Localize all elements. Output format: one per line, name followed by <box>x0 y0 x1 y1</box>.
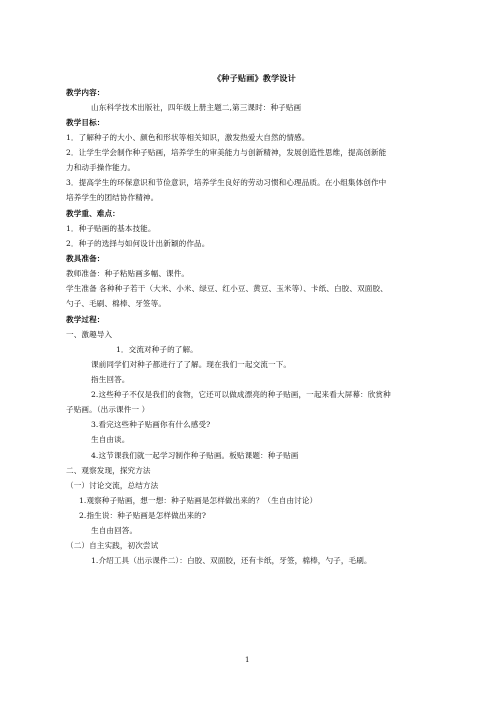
process-heading: 教学过程： <box>66 315 105 324</box>
process-line: 子贴画。（出示课件一 ） <box>66 405 150 414</box>
process-line: 2.指生说：种子贴画是怎样做出来的? <box>79 511 207 520</box>
process-line: 1．交流对种子的了解。 <box>116 345 198 354</box>
process-line: 一、激趣导入 <box>66 330 113 339</box>
process-line: 生自由回答。 <box>91 526 138 535</box>
document-title: 《种子贴画》教学设计 <box>213 73 296 83</box>
key-line: 2．种子的选择与如何设计出新颖的作品。 <box>66 239 210 248</box>
process-line: （二）自主实践，初次尝试 <box>66 541 159 550</box>
process-line: 课前同学们对种子都进行了了解。现在我们一起交流一下。 <box>91 360 292 369</box>
key-heading: 教学重、难点： <box>66 209 120 218</box>
process-line: 指生回答。 <box>91 375 130 384</box>
goal-line: 2．让学生学会制作种子贴画，培养学生的审美能力与创新精神，发展创造性思维，提高创新能 <box>66 148 387 157</box>
content-heading: 教学内容： <box>66 88 105 97</box>
process-line: 1.介绍工具（出示课件二）：白胶、双面胶，还有卡纸，牙签，棉棒，勺子，毛刷。 <box>91 556 372 565</box>
process-line: 2.这些种子不仅是我们的食物，它还可以做成漂亮的种子贴画，一起来看大屏幕：欣赏种 <box>91 390 391 399</box>
process-line: 3.看完这些种子贴画你有什么感受? <box>91 420 211 429</box>
goal-line: 3．提高学生的环保意识和节俭意识，培养学生良好的劳动习惯和心理品质。在小组集体创作中 <box>66 178 387 187</box>
key-line: 1．种子贴画的基本技能。 <box>66 224 156 233</box>
process-line: 4.这节课我们就一起学习制作种子贴画。板贴课题：种子贴画 <box>91 451 299 460</box>
page-number: 1 <box>245 656 250 664</box>
process-line: 1.观察种子贴画，想一想：种子贴画是怎样做出来的？（生自由讨论） <box>79 496 318 505</box>
goal-line: 力和动手操作能力。 <box>66 163 136 172</box>
goal-line: 培养学生的团结协作精神。 <box>66 193 159 202</box>
goals-heading: 教学目标： <box>66 118 105 127</box>
prep-line: 教师准备：种子粘贴画多幅、课件。 <box>66 269 190 278</box>
prep-line: 学生准备 各种种子若干（大米、小米、绿豆、红小豆、黄豆、玉米等）、卡纸、白胶、双面胶、 <box>66 284 388 293</box>
content-text: 山东科学技术出版社，四年级上册主题二,第三课时：种子贴画 <box>91 103 302 112</box>
process-line: 生自由谈。 <box>91 435 130 444</box>
goal-line: 1．了解种子的大小、颜色和形状等相关知识，激发热爱大自然的情感。 <box>66 133 310 142</box>
prep-line: 勺子、毛刷、棉棒、牙签等。 <box>66 299 167 308</box>
process-line: （一）讨论交流，总结方法 <box>66 481 159 490</box>
process-line: 二、观察发现，探究方法 <box>66 466 151 475</box>
prep-heading: 教具准备： <box>66 254 105 263</box>
